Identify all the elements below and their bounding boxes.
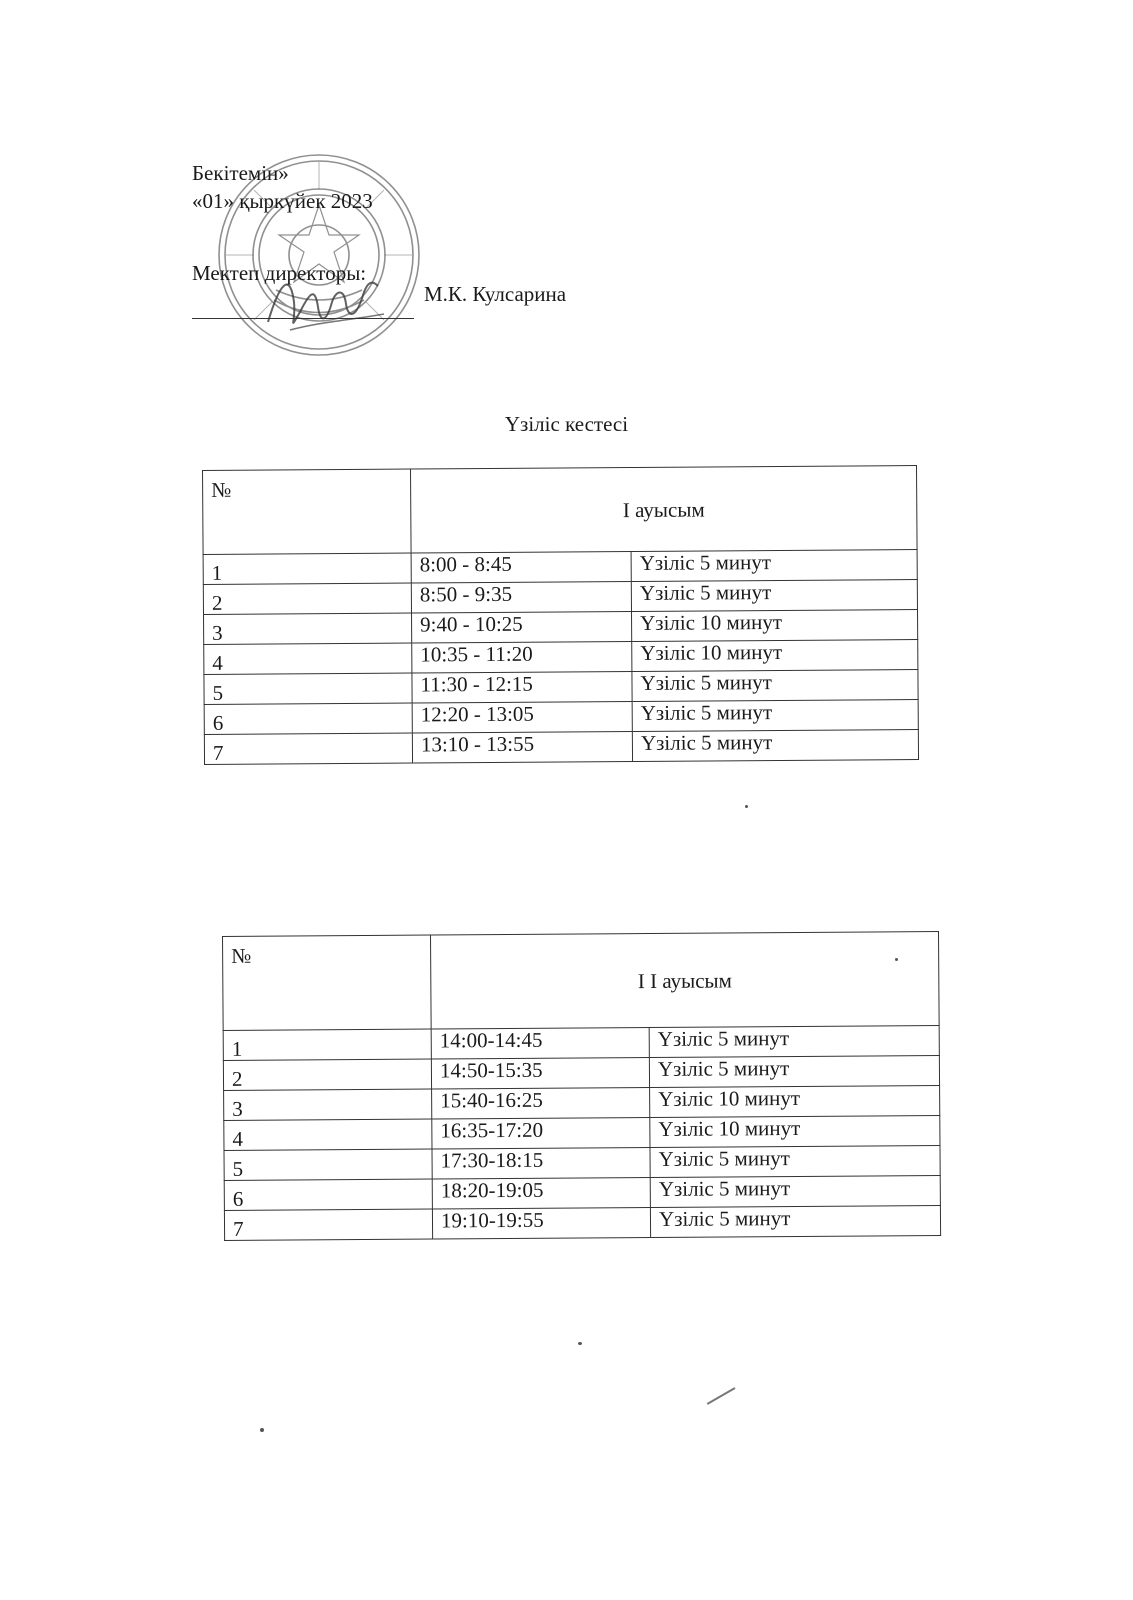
scan-speck <box>578 1342 582 1345</box>
lesson-time: 12:20 - 13:05 <box>412 702 632 734</box>
table-row <box>224 1085 940 1120</box>
table-row <box>223 1025 939 1060</box>
table-row <box>224 1115 940 1150</box>
scan-mark <box>707 1387 735 1404</box>
break-duration: Үзіліс 5 минут <box>649 1055 939 1087</box>
row-number: 2 <box>203 583 411 614</box>
row-number: 5 <box>204 673 412 704</box>
break-duration: Үзіліс 5 минут <box>649 1025 939 1057</box>
approval-date: «01» қыркүйек 2023 <box>192 189 373 213</box>
table-row <box>203 580 917 615</box>
table-row <box>203 550 917 585</box>
lesson-time: 8:00 - 8:45 <box>411 552 631 584</box>
lesson-time: 10:35 - 11:20 <box>412 642 632 674</box>
scan-speck <box>745 805 748 808</box>
lesson-time: 18:20-19:05 <box>432 1178 650 1210</box>
break-duration: Үзіліс 10 минут <box>631 610 917 642</box>
lesson-time: 14:50-15:35 <box>431 1058 649 1090</box>
break-duration: Үзіліс 5 минут <box>650 1175 940 1207</box>
lesson-time: 19:10-19:55 <box>432 1208 650 1240</box>
lesson-time: 9:40 - 10:25 <box>412 612 632 644</box>
director-position: Мектеп директоры: <box>192 261 367 285</box>
lesson-time: 16:35-17:20 <box>432 1118 650 1150</box>
signature-line <box>192 318 414 319</box>
break-duration: Үзіліс 5 минут <box>650 1205 940 1237</box>
row-number: 3 <box>224 1089 432 1120</box>
break-duration: Үзіліс 5 минут <box>650 1145 940 1177</box>
row-number: 7 <box>204 733 412 764</box>
shift-2-table <box>222 931 941 1241</box>
row-number: 6 <box>204 703 412 734</box>
header-number: № <box>203 469 412 554</box>
table-row <box>204 670 918 705</box>
row-number: 4 <box>224 1119 432 1150</box>
table-row <box>204 700 918 735</box>
break-duration: Үзіліс 5 минут <box>632 730 918 762</box>
document-title: Үзіліс кестесі <box>504 412 629 436</box>
row-number: 7 <box>224 1209 432 1240</box>
break-duration: Үзіліс 5 минут <box>631 550 917 582</box>
table-row <box>204 640 918 675</box>
break-duration: Үзіліс 5 минут <box>631 580 917 612</box>
header-number: № <box>223 935 432 1030</box>
break-duration: Үзіліс 5 минут <box>632 700 918 732</box>
table-row <box>204 730 918 765</box>
row-number: 4 <box>204 643 412 674</box>
row-number: 1 <box>223 1029 431 1060</box>
table-row <box>224 1145 940 1180</box>
break-duration: Үзіліс 10 минут <box>650 1085 940 1117</box>
table-row <box>223 1055 939 1090</box>
approval-label: Бекітемін» <box>192 161 289 185</box>
lesson-time: 8:50 - 9:35 <box>411 582 631 614</box>
row-number: 2 <box>223 1059 431 1090</box>
table-row <box>224 1205 940 1240</box>
break-duration: Үзіліс 10 минут <box>650 1115 940 1147</box>
row-number: 6 <box>224 1179 432 1210</box>
header-shift: I I ауысым <box>430 931 939 1029</box>
row-number: 1 <box>203 553 411 584</box>
scan-speck <box>260 1428 264 1432</box>
row-number: 5 <box>224 1149 432 1180</box>
director-name: М.К. Кулсарина <box>424 282 567 306</box>
lesson-time: 14:00-14:45 <box>431 1028 649 1060</box>
lesson-time: 13:10 - 13:55 <box>412 732 632 764</box>
shift-1-rows <box>203 550 918 765</box>
table-row <box>204 610 918 645</box>
break-duration: Үзіліс 5 минут <box>632 670 918 702</box>
lesson-time: 17:30-18:15 <box>432 1148 650 1180</box>
header-shift: I ауысым <box>410 466 917 554</box>
shift-2-rows <box>223 1025 940 1240</box>
row-number: 3 <box>204 613 412 644</box>
lesson-time: 11:30 - 12:15 <box>412 672 632 704</box>
shift-1-table <box>202 465 919 765</box>
break-duration: Үзіліс 10 минут <box>632 640 918 672</box>
lesson-time: 15:40-16:25 <box>432 1088 650 1120</box>
scan-speck <box>895 958 898 961</box>
